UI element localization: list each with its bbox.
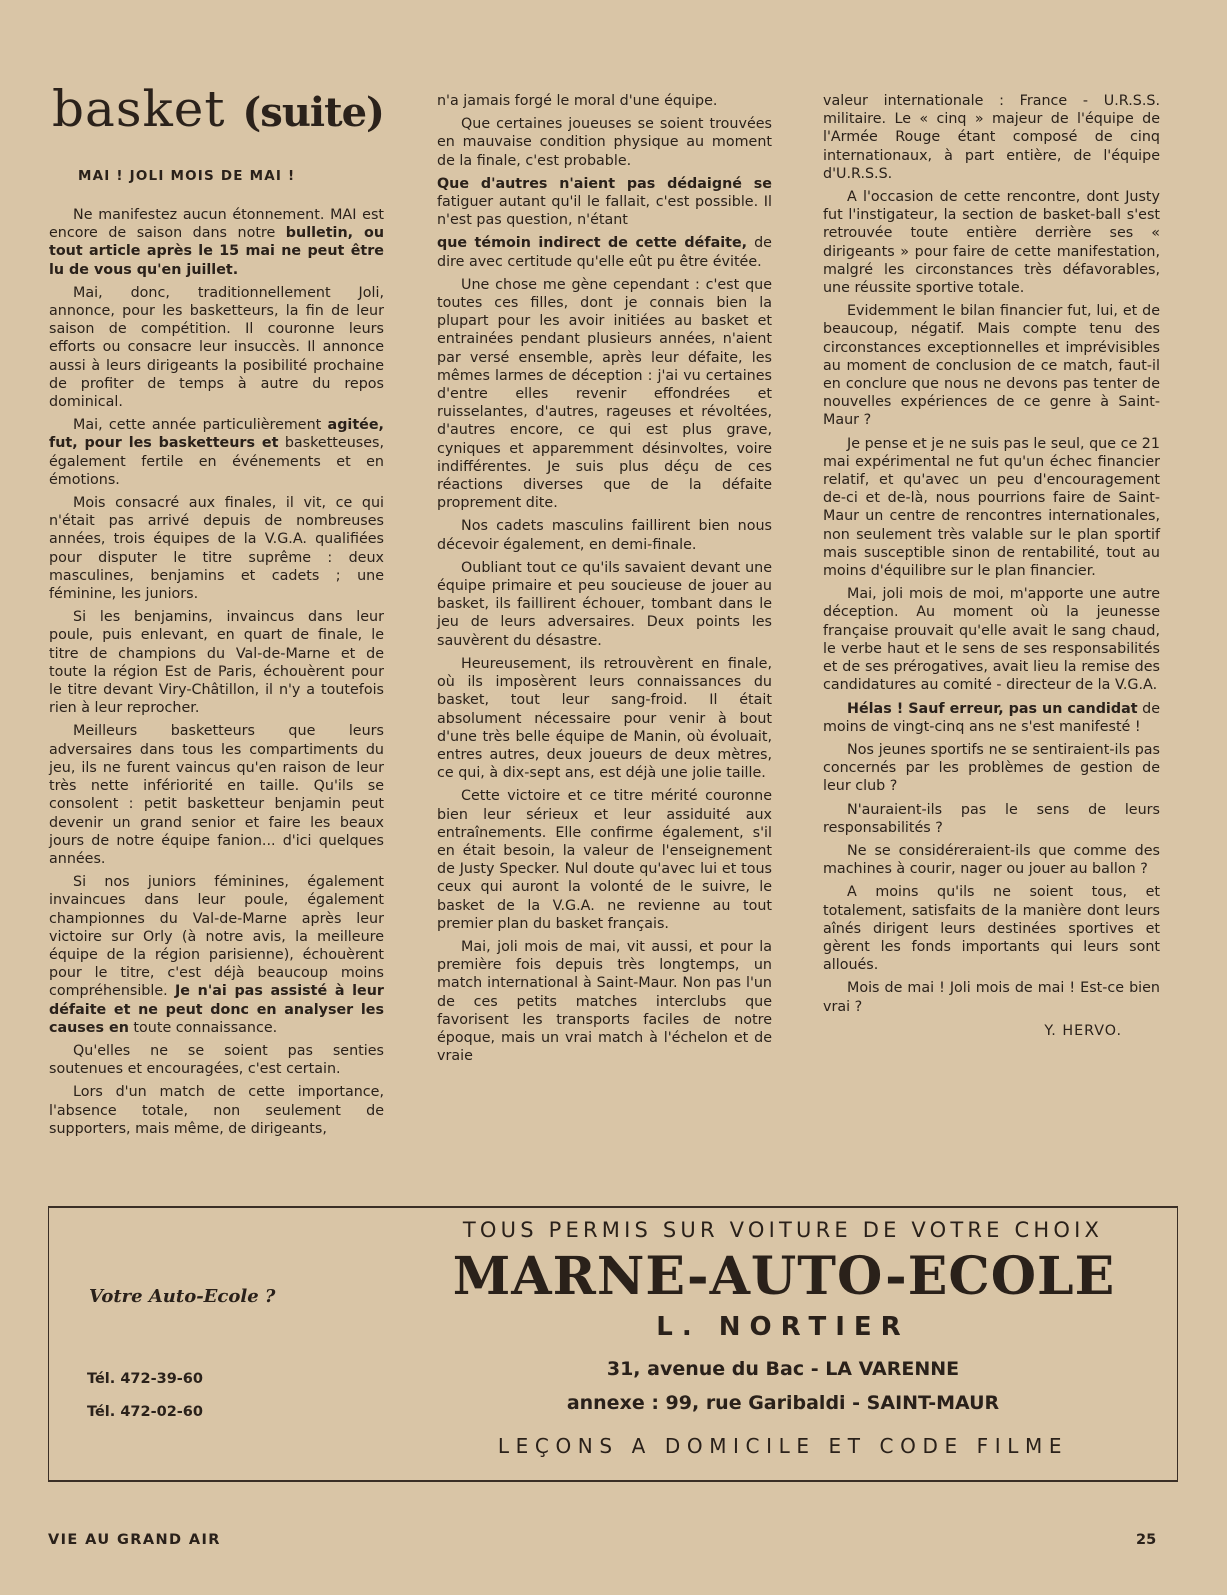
title-main: basket [52, 80, 226, 138]
body-text: A moins qu'ils ne soient tous, et totalement, satisfaits de la manière dont leurs aînés dirigent leurs destinées sportives et gèrent les fonds importants qui leurs sont alloués. [823, 884, 1160, 974]
page-number: 25 [1136, 1532, 1157, 1548]
body-text: Mai, donc, traditionnellement Joli, annonce, pour les basketteurs, la fin de leur saison de compétition. Il couronne leurs efforts ou consacre leur insuccès. Il annonce aussi à leurs dirigeants la posibilité prochaine de profiter de temps à autre du repos dominical. [49, 284, 384, 411]
body-text: N'auraient-ils pas le sens de leurs responsabilités ? [823, 801, 1160, 836]
ad-headline: TOUS PERMIS SUR VOITURE DE VOTRE CHOIX [462, 1218, 1104, 1242]
ad-owner-name: L. NORTIER [656, 1312, 910, 1342]
body-text: toute connaissance. [128, 1019, 278, 1036]
body-text: Mai, cette année particulièrement [73, 417, 328, 434]
body-text: Evidemment le bilan financier fut, lui, et de beaucoup, négatif. Mais compte tenu des circonstances exceptionnelles et imprévisibles au moment de conclusion de ce match, faut-il en conclure que nous ne devons pas tenter de nouvelles expériences de ce genre à Saint-Maur ? [823, 303, 1160, 429]
article-paragraph [823, 700, 1160, 736]
article-paragraph [49, 1083, 384, 1138]
body-text: Nos cadets masculins faillirent bien nous décevoir également, en demi-finale. [437, 518, 772, 553]
title-suffix: (suite) [242, 89, 384, 136]
body-text: Mois consacré aux finales, il vit, ce qui n'était pas arrivé depuis de nombreuses années, trois équipes de la V.G.A. qualifiées pour disputer le titre suprême : deux masculines, benjamins et cadets ; une féminine, les juniors. [49, 495, 384, 603]
body-text: Que certaines joueuses se soient trouvées en mauvaise condition physique au moment de la finale, c'est probable. [437, 116, 772, 169]
publication-name: VIE AU GRAND AIR [48, 1532, 221, 1548]
article-paragraph [823, 302, 1160, 429]
bold-text: Hélas ! Sauf erreur, pas un candidat [847, 700, 1138, 717]
body-text: Ne se considéreraient-ils que comme des machines à courir, nager ou jouer au ballon ? [823, 842, 1160, 878]
article-subheading: MAI ! JOLI MOIS DE MAI ! [78, 168, 296, 184]
article-paragraph [823, 842, 1160, 878]
body-text: fatiguer autant qu'il le fallait, c'est possible. Il n'est pas question, n'étant [437, 194, 772, 229]
article-paragraph [823, 92, 1160, 183]
bold-text: que témoin indirect de cette défaite, [437, 235, 748, 252]
body-text: Ne manifestez aucun étonnement. MAI est encore de saison dans notre [49, 207, 384, 242]
body-text: Cette victoire et ce titre mérité couronne bien leur sérieux et leur assiduité aux entraînements. Elle confirme également, s'il en était besoin, la valeur de l'enseignement de Justy Specker. Nul doute qu'avec lui et tous ceux qui auront la volonté de le suivre, le basket de la V.G.A. ne revienne au tout premier plan du basket français. [437, 788, 772, 932]
article-paragraph [823, 979, 1160, 1015]
article-paragraph [823, 188, 1160, 297]
ad-address-annex: annexe : 99, rue Garibaldi - SAINT-MAUR [566, 1392, 1000, 1414]
article-paragraph [437, 517, 772, 553]
article-paragraph [49, 494, 384, 603]
advertisement-box [48, 1206, 1178, 1482]
body-text: Une chose me gène cependant : c'est que toutes ces filles, dont je connais bien la plupart pour les avoir initiées au basket et entrainées pendant plusieurs années, n'aient par versé ensemble, après leur défaite, les mêmes larmes de déception : j'ai vu certaines d'entre elles revenir effondrées et ruisselantes, d'autres, rageuses et révoltées, d'autres encore, ce qui est plus grave, cyniques et apparemment désinvoltes, voire indifférentes. Je suis plus déçu de ces réactions diverses que de la défaite proprement dite. [437, 276, 772, 512]
body-text: Meilleurs basketteurs que leurs adversaires dans tous les compartiments du jeu, ils ne furent vaincus qu'en raison de leur très nette infériorité en taille. Qu'ils se consolent : petit basketteur benjamin peut devenir un grand senior et faire les beaux jours de notre équipe fanion... d'ici quelques années. [49, 723, 384, 867]
article-paragraph [823, 801, 1160, 837]
article-paragraph [49, 873, 384, 1037]
body-text: Nos jeunes sportifs ne se sentiraient-ils pas concernés par les problèmes de gestion de leur club ? [823, 741, 1160, 795]
article-paragraph [823, 883, 1160, 974]
ad-business-name: MARNE-AUTO-ECOLE [452, 1246, 1116, 1307]
article-paragraph [823, 435, 1160, 581]
article-paragraph [437, 234, 772, 270]
body-text: de dire avec certitude qu'elle eût pu être évitée. [437, 235, 772, 270]
body-text: basketteuses, également fertile en événements et en émotions. [49, 435, 385, 488]
body-text: de moins de vingt-cinq ans ne s'est manifesté ! [823, 700, 1160, 735]
article-paragraph [49, 206, 384, 279]
body-text: Si nos juniors féminines, également invaincues dans leur poule, également championnes du Val-de-Marne après leur victoire sur Orly (à notre avis, la meilleure équipe de la région parisienne), échouèrent pour le titre, c'est déjà beaucoup moins compréhensible. [49, 874, 384, 1000]
body-text: Mois de mai ! Joli mois de mai ! Est-ce bien vrai ? [823, 980, 1160, 1015]
bold-text: bulletin, ou tout article après le 15 mai ne peut être lu de vous qu'en juillet. [49, 225, 384, 278]
article-paragraph [437, 92, 772, 110]
body-text: Si les benjamins, invaincus dans leur poule, puis enlevant, en quart de finale, le titre de champions du Val-de-Marne et de toute la région Est de Paris, échouèrent pour le titre devant Viry-Châtillon, il n'y a toutefois rien à leur reprocher. [49, 609, 384, 717]
article-paragraph [437, 115, 772, 170]
body-text: Mai, joli mois de moi, m'apporte une autre déception. Au moment où la jeunesse française prouvait qu'elle avait le sang chaud, le verbe haut et le sens de ses responsabilités et de ses prérogatives, avait lieu la remise des candidatures au comité - directeur de la V.G.A. [823, 586, 1160, 694]
article-paragraph [437, 787, 772, 933]
article-paragraph [437, 655, 772, 782]
article-paragraph [49, 1042, 384, 1078]
article-paragraph [437, 276, 772, 513]
article-paragraph [49, 284, 384, 411]
body-text: valeur internationale : France - U.R.S.S. militaire. Le « cinq » majeur de l'équipe de l'Armée Rouge étant composé de cinq internationaux, à part entière, de l'équipe d'U.R.S.S. [823, 93, 1160, 182]
body-text: Mai, joli mois de mai, vit aussi, et pour la première fois depuis très longtemps, un match international à Saint-Maur. Non pas l'un de ces petits matches interclubs que favorisent les transports faciles de notre époque, mais un vrai match à l'échelon et de vraie [437, 938, 772, 1065]
article-paragraph [823, 585, 1160, 694]
body-text: Heureusement, ils retrouvèrent en finale, où ils imposèrent leurs connaissances du basket, tout leur sang-froid. Il était absolument nécessaire pour venir à bout d'une très belle équipe de Manin, où évoluait, entres autres, deux joueurs de deux mètres, ce qui, à dix-sept ans, est déjà une jolie taille. [437, 655, 772, 782]
body-text: Qu'elles ne se soient pas senties soutenues et encouragées, c'est certain. [49, 1042, 384, 1078]
ad-address-main: 31, avenue du Bac - LA VARENNE [606, 1358, 960, 1380]
article-paragraph [437, 559, 772, 650]
text-column-3 [823, 92, 1160, 1040]
bold-text: Je n'ai pas assisté à leur défaite et ne peut donc en analyser les causes en [49, 983, 384, 1036]
text-column-1 [49, 206, 384, 1143]
ad-phone-2: Tél. 472-02-60 [87, 1404, 203, 1420]
article-paragraph [437, 175, 772, 230]
body-text: Oubliant tout ce qu'ils savaient devant une équipe primaire et peu soucieuse de jouer au basket, ils faillirent échouer, tombant dans le jeu de leurs adversaires. Deux points les sauvèrent du désastre. [437, 559, 772, 649]
body-text: n'a jamais forgé le moral d'une équipe. [437, 93, 718, 109]
article-paragraph [49, 722, 384, 868]
body-text: A l'occasion de cette rencontre, dont Justy fut l'instigateur, la section de basket-ball s'est retrouvée toute entière derrière ses « dirigeants » pour faire de cette manifestation, malgré les circonstances très défavorables, une réussite sportive totale. [823, 189, 1160, 297]
body-text: Lors d'un match de cette importance, l'absence totale, non seulement de supporters, mais même, de dirigeants, [49, 1084, 384, 1137]
ad-phone-1: Tél. 472-39-60 [87, 1371, 203, 1387]
ad-tagline: Votre Auto-Ecole ? [89, 1286, 276, 1307]
author-signature: Y. HERVO. [1044, 1022, 1122, 1039]
article-title [52, 78, 384, 144]
body-text: Je pense et je ne suis pas le seul, que ce 21 mai expérimental ne fut qu'un échec financier relatif, et qu'avec un peu d'encouragement de-ci et de-là, nous pourrions faire de Saint-Maur un centre de rencontres internationales, non seulement très valable sur le plan sportif mais susceptible sinon de rentabilité, tout au moins d'équilibre sur le plan financier. [823, 435, 1160, 580]
bold-text: Que d'autres n'aient pas dédaigné se [437, 175, 772, 192]
text-column-2 [437, 92, 772, 1070]
article-paragraph [437, 938, 772, 1065]
ad-footer-line: LEÇONS A DOMICILE ET CODE FILME [497, 1434, 1069, 1458]
article-paragraph [49, 416, 384, 489]
article-paragraph [823, 741, 1160, 796]
bold-text: agitée, fut, pour les basketteurs et [49, 417, 384, 452]
article-paragraph [49, 608, 384, 717]
